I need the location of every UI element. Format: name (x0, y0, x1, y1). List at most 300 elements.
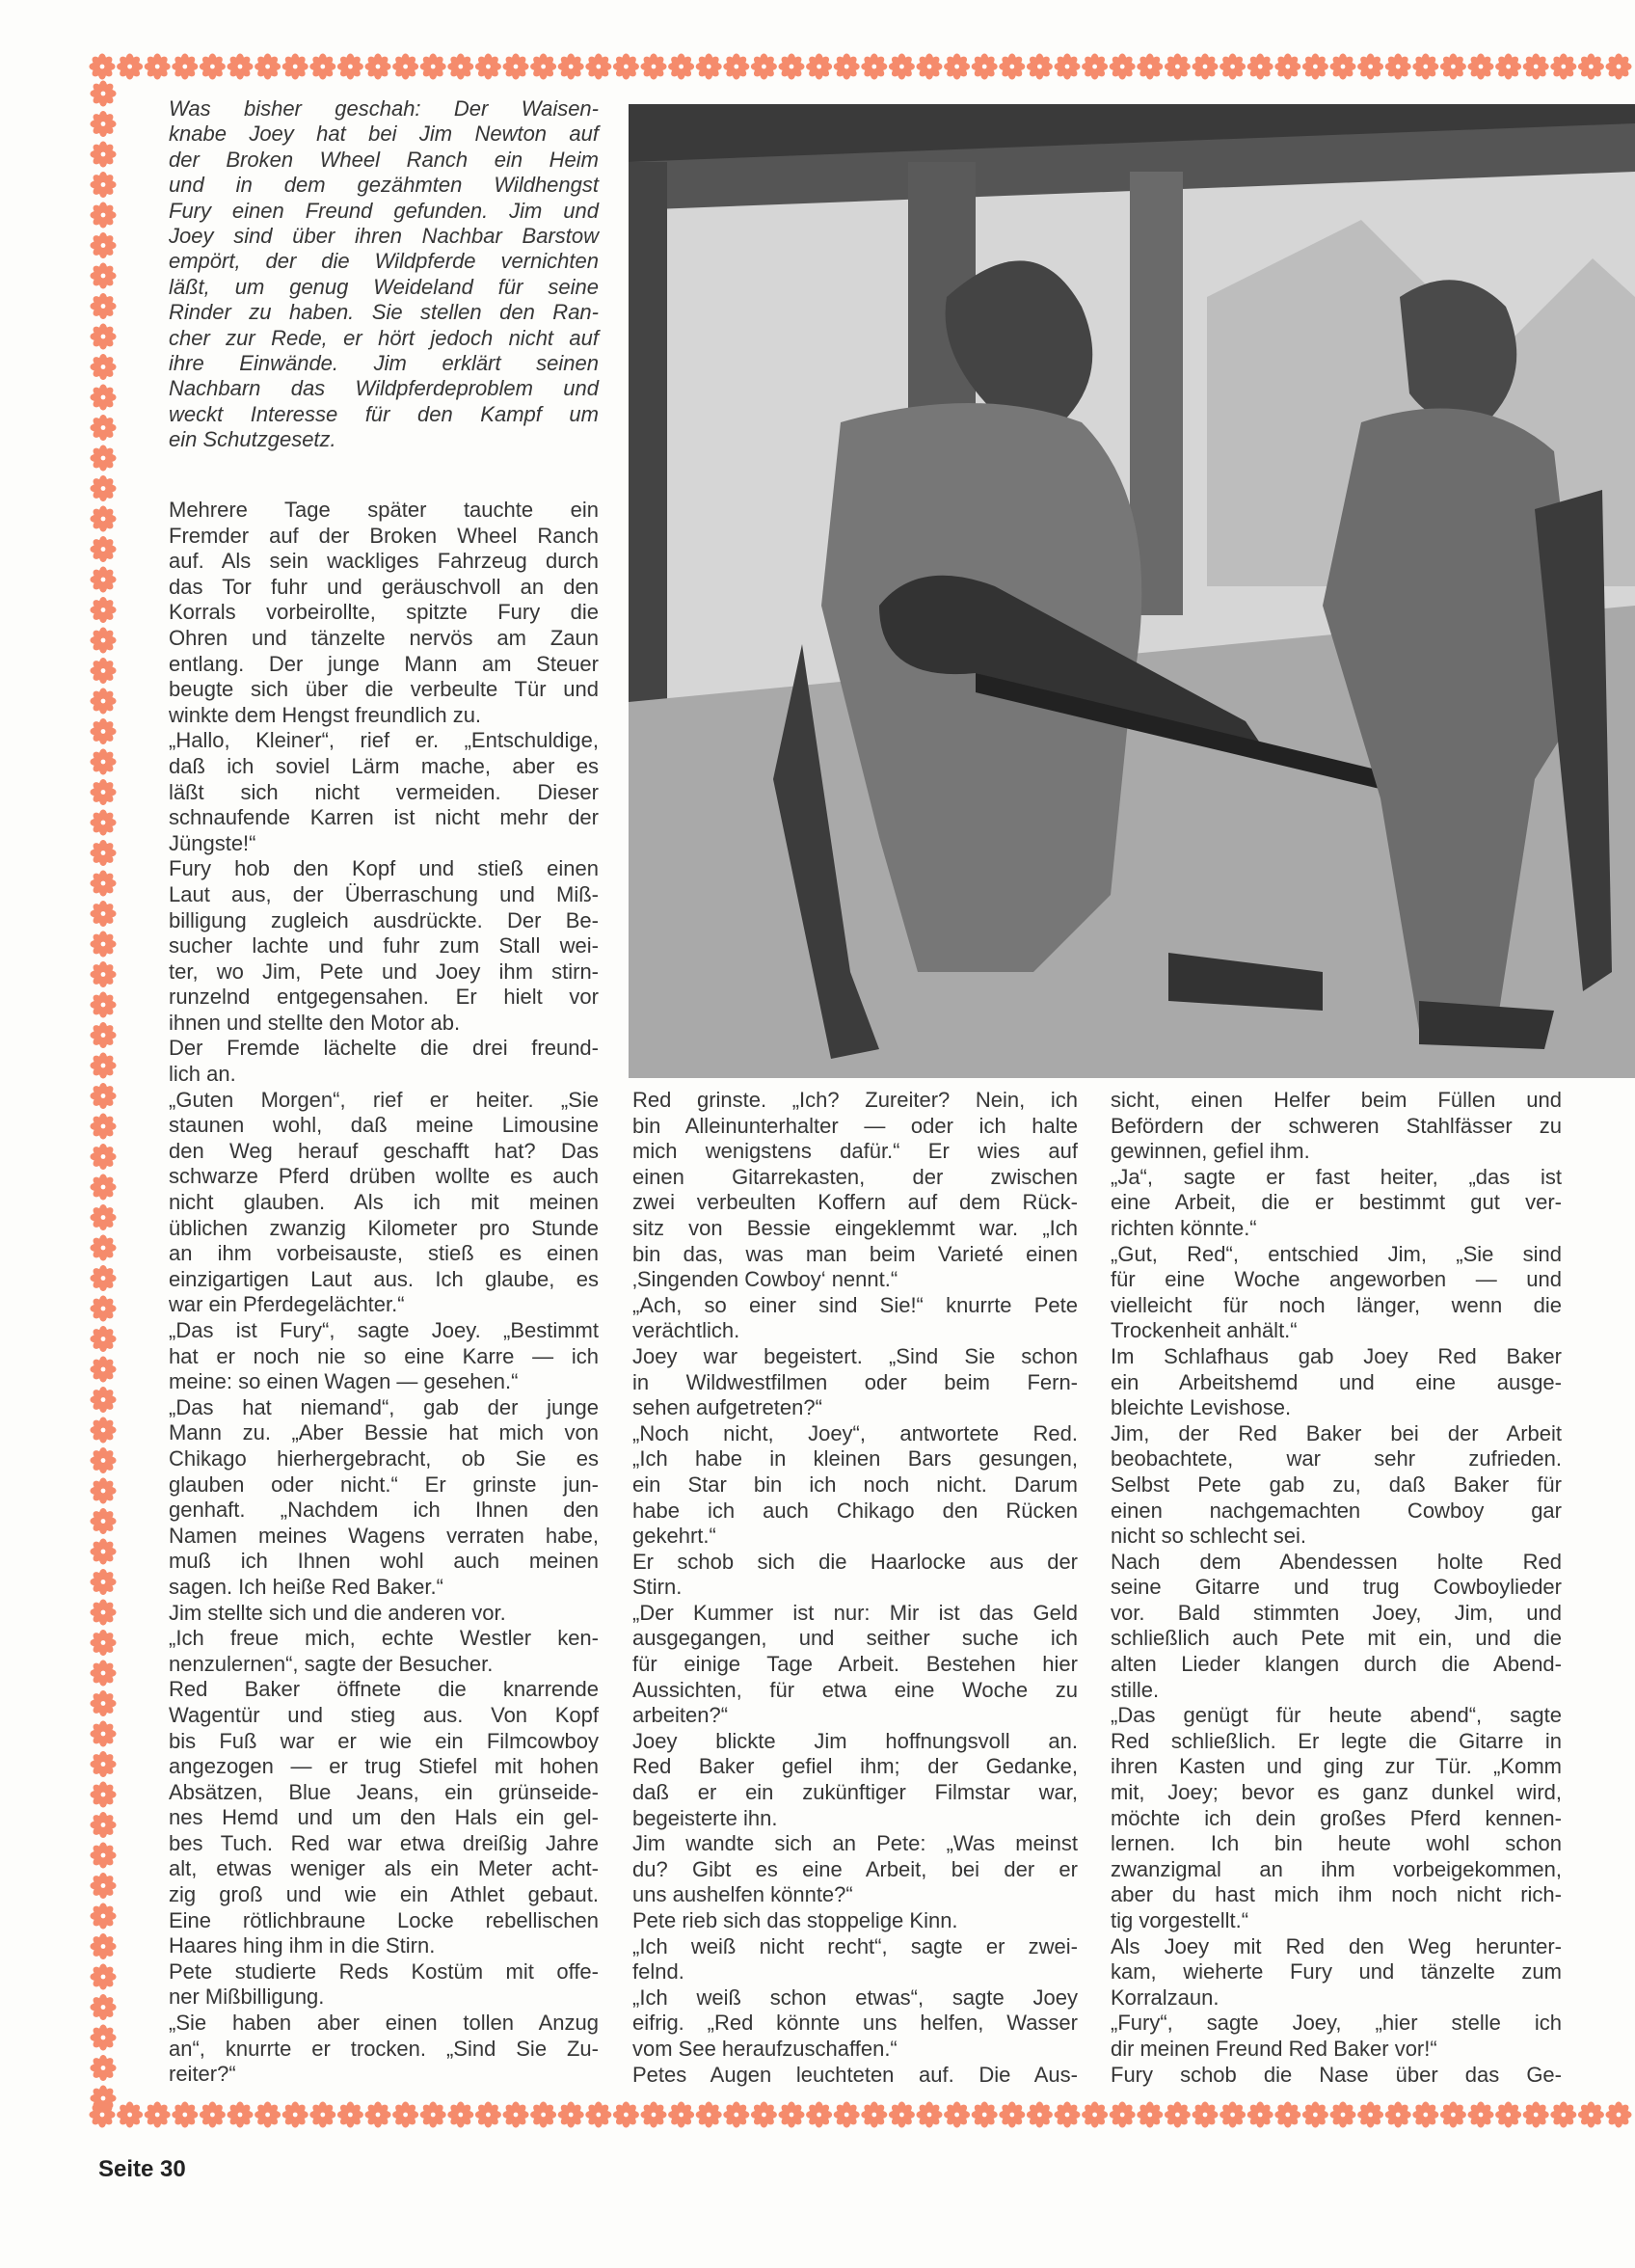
paragraph (169, 1959, 599, 2011)
paragraph (1111, 1934, 1562, 2012)
flower-ornament (530, 2102, 556, 2128)
text-line (1111, 1908, 1562, 1934)
flower-ornament (91, 1114, 117, 1140)
flower-ornament (1468, 2102, 1494, 2128)
text-line-content: Fury hob den Kopf und stieß einen (169, 856, 599, 881)
text-line (1111, 1318, 1562, 1344)
flower-ornament (779, 54, 805, 80)
flower-ornament (668, 54, 694, 80)
flower-ornament (889, 54, 915, 80)
text-line (632, 1267, 1078, 1293)
text-line-content: Fury einen Freund gefunden. Jim und (169, 198, 599, 223)
text-line-content: muß ich Ihnen wohl auch meinen (169, 1549, 599, 1574)
text-line-content: einen nachgemachten Cowboy gar (1111, 1498, 1562, 1523)
text-line-content: sicht, einen Helfer beim Füllen und (1111, 1088, 1562, 1112)
text-line (1111, 1550, 1562, 1576)
text-line (1111, 1114, 1562, 1140)
text-line (169, 1575, 599, 1601)
text-line (632, 1626, 1078, 1652)
flower-ornament (613, 2102, 639, 2128)
text-line (1111, 1344, 1562, 1370)
flower-ornament (91, 385, 117, 411)
text-line-content: Aussichten, für etwa eine Woche zu (632, 1677, 1078, 1702)
text-line (169, 856, 599, 882)
text-line-content: vom See heraufzuschaffen.“ (632, 2036, 898, 2061)
text-line (632, 1216, 1078, 1242)
flower-ornament (475, 2102, 501, 2128)
flower-ornament (1523, 2102, 1549, 2128)
flower-ornament (282, 2102, 308, 2128)
text-line (632, 1395, 1078, 1421)
text-line-content: reiter?“ (169, 2062, 236, 2087)
text-line (169, 1882, 599, 1908)
text-line (169, 1780, 599, 1806)
flower-ornament (392, 2102, 418, 2128)
text-line (632, 1472, 1078, 1498)
flower-ornament (585, 2102, 611, 2128)
flower-ornament (228, 2102, 254, 2128)
text-line (169, 754, 599, 780)
text-line (1111, 1703, 1562, 1729)
flower-ornament (172, 54, 198, 80)
text-line-content: „Gut, Red“, entschied Jim, „Sie sind (1111, 1241, 1562, 1266)
flower-ornament (172, 2102, 198, 2128)
text-line (169, 1703, 599, 1729)
text-line (169, 959, 599, 986)
text-line (169, 780, 599, 806)
text-line-content: nicht glauben. Als ich mit meinen (169, 1190, 599, 1215)
text-line-content: Ohren und tänzelte nervös am Zaun (169, 625, 599, 650)
text-line-content: bes Tuch. Red war etwa dreißig Jahre (169, 1830, 599, 1855)
text-line (1111, 1139, 1562, 1165)
flower-ornament (723, 54, 749, 80)
text-line-content: ‚Singenden Cowboy‘ nennt.“ (632, 1267, 898, 1292)
text-line-content: Haares hing ihm in die Stirn. (169, 1933, 436, 1958)
flower-ornament (1082, 54, 1108, 80)
flower-ornament (91, 81, 117, 107)
text-line (169, 1292, 599, 1318)
text-line-content: „Ich habe in kleinen Bars gesungen, (632, 1446, 1078, 1472)
flower-ornament (530, 54, 556, 80)
flower-ornament (1412, 54, 1438, 80)
flower-ornament (1523, 54, 1549, 80)
text-line (169, 1677, 599, 1703)
text-line (169, 882, 599, 908)
text-line-content: Was bisher geschah: Der Waisen- (169, 96, 599, 121)
text-line-content: „Das genügt für heute abend“, sagte (1111, 1703, 1562, 1728)
text-line-content: glauben oder nicht.“ Er grinste jun- (169, 1472, 599, 1497)
text-line (632, 1421, 1078, 1447)
article-column-2 (632, 1088, 1078, 2088)
text-line (169, 1267, 599, 1293)
text-line-content: Absätzen, Blue Jeans, ein grünseide- (169, 1779, 599, 1804)
flower-ornament (90, 2102, 116, 2128)
text-line (632, 1446, 1078, 1472)
flower-ornament (447, 2102, 473, 2128)
text-line-content: felnd. (632, 1959, 684, 1984)
flower-ornament (1440, 2102, 1466, 2128)
text-line (169, 703, 599, 729)
text-line (169, 1984, 599, 2011)
flower-ornament (1220, 2102, 1246, 2128)
paragraph (632, 1729, 1078, 1831)
text-line (1111, 1831, 1562, 1857)
text-line (1111, 1678, 1562, 1704)
text-line (169, 224, 599, 249)
paragraph (169, 96, 599, 452)
text-line (632, 2063, 1078, 2089)
text-line-content: Selbst Pete gab zu, daß Baker für (1111, 1472, 1562, 1497)
text-line (1111, 1446, 1562, 1472)
text-line-content: „Fury“, sagte Joey, „hier stelle ich (1111, 2011, 1562, 2036)
flower-ornament (91, 961, 117, 987)
flower-ornament (91, 1812, 117, 1838)
text-line (632, 1857, 1078, 1883)
flower-ornament (834, 2102, 860, 2128)
text-line (169, 376, 599, 401)
text-line-content: „Ich freue mich, echte Westler ken- (169, 1626, 599, 1651)
flower-ornament (91, 1630, 117, 1656)
flower-ornament (1027, 2102, 1053, 2128)
flower-ornament (1274, 54, 1300, 80)
text-line-content: „Der Kummer ist nur: Mir ist das Geld (632, 1600, 1078, 1625)
text-line-content: uns aushelfen könnte?“ (632, 1882, 853, 1907)
text-line (169, 1088, 599, 1114)
text-line (632, 1318, 1078, 1344)
text-line (169, 402, 599, 427)
text-line (1111, 1626, 1562, 1652)
text-line (169, 1805, 599, 1831)
text-line (169, 1344, 599, 1370)
flower-ornament (309, 54, 335, 80)
text-line-content: sehen aufgetreten?“ (632, 1395, 822, 1420)
text-line-content: Korralzaun. (1111, 1984, 1220, 2010)
text-line-content: alten Lieder klangen durch die Abend- (1111, 1652, 1562, 1677)
text-line (169, 1549, 599, 1575)
text-line-content: Joey blickte Jim hoffnungsvoll an. (632, 1728, 1078, 1753)
flower-ornament (889, 2102, 915, 2128)
text-line-content: lernen. Ich bin heute wohl schon (1111, 1831, 1562, 1856)
paragraph (632, 1344, 1078, 1421)
text-line-content: der Broken Wheel Ranch ein Heim (169, 147, 599, 172)
flower-ornament (1302, 54, 1328, 80)
flower-ornament (365, 54, 391, 80)
text-line-content: für einige Tage Arbeit. Bestehen hier (632, 1652, 1078, 1677)
paragraph (632, 1601, 1078, 1729)
text-line (169, 600, 599, 626)
text-line-content: „Das hat niemand“, gab der junge (169, 1394, 599, 1419)
flower-ornament (91, 567, 117, 593)
text-line-content: Red grinste. „Ich? Zureiter? Nein, ich (632, 1088, 1078, 1112)
text-line (169, 575, 599, 601)
text-line (632, 2037, 1078, 2063)
flower-ornament (91, 718, 117, 744)
paragraph (169, 856, 599, 1036)
text-line (169, 626, 599, 652)
flower-ornament (91, 1265, 117, 1291)
flower-ornament (91, 871, 117, 897)
paragraph (1111, 1703, 1562, 1933)
text-line (632, 1601, 1078, 1627)
flower-ornament (91, 1721, 117, 1747)
flower-ornament (1247, 2102, 1273, 2128)
flower-ornament (90, 54, 116, 80)
text-line-content: Mehrere Tage später tauchte ein (169, 498, 599, 522)
paragraph (1111, 1421, 1562, 1550)
text-line (169, 1369, 599, 1395)
text-line (1111, 2011, 1562, 2037)
text-line-content: Jim, der Red Baker bei der Arbeit (1111, 1420, 1562, 1445)
text-line-content: bis Fuß war er wie ein Filmcowboy (169, 1728, 599, 1753)
flower-ornament (917, 54, 943, 80)
text-line-content: „Das ist Fury“, sagte Joey. „Bestimmt (169, 1318, 599, 1342)
text-line-content: du? Gibt es eine Arbeit, bei der er (632, 1856, 1078, 1881)
flower-ornament (91, 354, 117, 380)
text-line (632, 1293, 1078, 1319)
paragraph (632, 1934, 1078, 1985)
text-line (169, 427, 599, 452)
text-line-content: empört, der die Wildpferde vernichten (169, 249, 599, 274)
flower-ornament (641, 54, 667, 80)
flower-ornament (972, 54, 998, 80)
text-line (169, 1446, 599, 1472)
text-line (169, 1524, 599, 1550)
paragraph (632, 2063, 1078, 2089)
flower-ornament (91, 1296, 117, 1322)
text-line (169, 1729, 599, 1755)
paragraph (632, 1831, 1078, 1908)
flower-ornament (91, 932, 117, 958)
text-line-content: runzelnd entgegensahen. Er hielt vor (169, 985, 599, 1010)
text-line (1111, 2037, 1562, 2063)
flower-ornament (1193, 54, 1219, 80)
text-line-content: Nachbarn das Wildpferdeproblem und (169, 376, 599, 401)
flower-ornament (91, 475, 117, 501)
text-line (1111, 1857, 1562, 1883)
text-line-content: Befördern der schweren Stahlfässer zu (1111, 1113, 1562, 1138)
flower-ornament (613, 54, 639, 80)
flower-ornament (91, 901, 117, 927)
text-line-content: einzigartigen Laut aus. Ich glaube, es (169, 1266, 599, 1291)
text-line (169, 148, 599, 173)
flower-ornament (91, 446, 117, 472)
text-line-content: angezogen — er trug Stiefel mit hohen (169, 1754, 599, 1779)
text-line (632, 1139, 1078, 1165)
paragraph (1111, 1344, 1562, 1421)
text-line-content: verächtlich. (632, 1318, 740, 1343)
text-line-content: Joey war begeistert. „Sind Sie schon (632, 1343, 1078, 1368)
text-line (632, 1498, 1078, 1525)
text-line (1111, 1165, 1562, 1191)
flower-ornament (91, 1204, 117, 1230)
text-line-content: Fury schob die Nase über das Ge- (1111, 2062, 1562, 2087)
text-line (169, 1420, 599, 1446)
text-line-content: vor. Bald stimmten Joey, Jim, und (1111, 1600, 1562, 1625)
flower-ornament (200, 2102, 226, 2128)
flower-ornament (91, 779, 117, 805)
text-line (169, 249, 599, 274)
text-line (632, 1550, 1078, 1576)
flower-ornament (91, 536, 117, 562)
text-line (169, 524, 599, 550)
text-line-content: an“, knurrte er trocken. „Sind Sie Zu- (169, 2036, 599, 2061)
text-line (169, 985, 599, 1011)
text-line-content: Als Joey mit Red den Weg herunter- (1111, 1933, 1562, 1958)
flower-ornament (91, 1053, 117, 1079)
flower-ornament (1330, 54, 1356, 80)
text-line-content: Jüngste!“ (169, 830, 256, 855)
text-line-content: stille. (1111, 1677, 1160, 1702)
text-line-content: für eine Woche angeworben — und (1111, 1267, 1562, 1292)
flower-ornament (91, 2025, 117, 2051)
flower-ornament (91, 1843, 117, 1869)
text-line (169, 1959, 599, 1985)
text-line-content: cher zur Rede, er hört jedoch nicht auf (169, 325, 599, 350)
text-line (169, 1652, 599, 1678)
flower-ornament (447, 54, 473, 80)
text-line (1111, 1652, 1562, 1678)
text-line-content: tig vorgestellt.“ (1111, 1908, 1249, 1932)
text-line-content: Fremder auf der Broken Wheel Ranch (169, 523, 599, 548)
text-line (1111, 1190, 1562, 1216)
text-line-content: „Ich weiß nicht recht“, sagte er zwei- (632, 1933, 1078, 1958)
flower-ornament (200, 54, 226, 80)
text-line-content: daß er ein zukünftiger Filmstar war, (632, 1780, 1078, 1805)
flower-ornament (861, 54, 887, 80)
text-line-content: ausgegangen, und seither suche ich (632, 1626, 1078, 1651)
text-line (1111, 1806, 1562, 1832)
text-line-content: ein Arbeitshemd und eine ausge- (1111, 1369, 1562, 1394)
text-line (1111, 1754, 1562, 1780)
text-line (169, 275, 599, 300)
flower-ornament (1330, 2102, 1356, 2128)
text-line-content: Pete studierte Reds Kostüm mit offe- (169, 1958, 599, 1984)
text-line (1111, 1293, 1562, 1319)
flower-ornament (255, 2102, 281, 2128)
illustration-men-with-guitar (629, 104, 1635, 1078)
text-line-content: Eine rötlichbraune Locke rebellischen (169, 1907, 599, 1932)
text-line (169, 728, 599, 754)
flower-ornament (91, 597, 117, 623)
flower-ornament (1495, 2102, 1521, 2128)
text-line-content: eine Arbeit, die er bestimmt gut ver- (1111, 1190, 1562, 1215)
paragraph (632, 1293, 1078, 1344)
paragraph (1111, 1550, 1562, 1704)
text-line (632, 1678, 1078, 1704)
text-line-content: üblichen zwanzig Kilometer pro Stunde (169, 1215, 599, 1240)
text-line (632, 1754, 1078, 1780)
flower-ornament (91, 1357, 117, 1383)
text-line-content: an ihm vorbeisauste, stieß es einen (169, 1241, 599, 1266)
text-line (169, 351, 599, 376)
text-line-content: läßt, um genug Weideland für seine (169, 274, 599, 299)
text-line (169, 2037, 599, 2063)
flower-ornament (1468, 54, 1494, 80)
text-line-content: bin das, was man beim Varieté einen (632, 1241, 1078, 1266)
text-line (169, 1626, 599, 1652)
flower-ornament (91, 1600, 117, 1626)
text-line-content: beugte sich über die verbeulte Tür und (169, 677, 599, 702)
text-line (632, 1703, 1078, 1729)
text-line-content: Korrals vorbeirollte, spitzte Fury die (169, 600, 599, 625)
flower-ornament (91, 1994, 117, 2020)
text-line-content: seine Gitarre und trug Cowboylieder (1111, 1575, 1562, 1600)
text-line (169, 1113, 599, 1139)
flower-ornament (91, 415, 117, 441)
flower-ornament (1137, 54, 1163, 80)
flower-ornament (91, 1569, 117, 1595)
paragraph (169, 1626, 599, 1677)
text-line-content: genhaft. „Nachdem ich Ihnen den (169, 1498, 599, 1523)
flower-ornament (1055, 54, 1081, 80)
paragraph (1111, 1242, 1562, 1344)
text-line-content: „Hallo, Kleiner“, rief er. „Entschuldige, (169, 728, 599, 753)
flower-ornament (1165, 2102, 1191, 2128)
text-line-content: beobachtete, war sehr zufrieden. (1111, 1446, 1562, 1472)
flower-ornament (91, 628, 117, 654)
text-line-content: nicht so schlecht sei. (1111, 1524, 1306, 1549)
paragraph (169, 1677, 599, 1959)
flower-ornament (91, 1447, 117, 1473)
flower-ornament (1165, 54, 1191, 80)
flower-ornament (91, 142, 117, 168)
text-line (169, 1139, 599, 1165)
flower-ornament (1274, 2102, 1300, 2128)
paragraph (632, 1421, 1078, 1550)
text-line (169, 2062, 599, 2088)
text-line-content: nes Hemd und um den Hals ein gel- (169, 1805, 599, 1830)
text-line-content: Trockenheit anhält.“ (1111, 1318, 1298, 1343)
text-line-content: ihnen und stellte den Motor ab. (169, 1010, 461, 1035)
text-line-content: Jim wandte sich an Pete: „Was meinst (632, 1831, 1078, 1856)
text-line-content: weckt Interesse für den Kampf um (169, 401, 599, 426)
text-line (169, 1318, 599, 1344)
text-line-content: das Tor fuhr und geräuschvoll an den (169, 574, 599, 599)
text-line-content: knabe Joey hat bei Jim Newton auf (169, 122, 599, 147)
paragraph (169, 1088, 599, 1318)
text-line-content: hat er noch nie so eine Karre — ich (169, 1343, 599, 1368)
text-line (169, 908, 599, 934)
text-line-content: richten könnte.“ (1111, 1215, 1257, 1240)
flower-ornament (1550, 54, 1576, 80)
text-line (632, 1652, 1078, 1678)
text-line (1111, 2063, 1562, 2089)
paragraph (1111, 1088, 1562, 1165)
flower-ornament (91, 1083, 117, 1109)
flower-ornament (944, 2102, 970, 2128)
flower-ornament (503, 2102, 529, 2128)
text-line (169, 1908, 599, 1934)
text-line (632, 1806, 1078, 1832)
text-line (632, 1908, 1078, 1934)
flower-ornament (91, 658, 117, 684)
text-line (169, 1831, 599, 1857)
paragraph (169, 498, 599, 728)
text-line (169, 1216, 599, 1242)
flower-ornament (145, 54, 171, 80)
paragraph (169, 728, 599, 856)
bottom-flower-border (90, 2102, 1632, 2128)
flower-ornament (558, 54, 584, 80)
text-line (1111, 1421, 1562, 1447)
text-line-content: vielleicht für noch länger, wenn die (1111, 1292, 1562, 1317)
text-line (169, 1190, 599, 1216)
text-line (1111, 1498, 1562, 1525)
text-line (632, 1165, 1078, 1191)
text-line-content: ein Schutzgesetz. (169, 427, 336, 452)
paragraph (632, 1908, 1078, 1934)
text-line (169, 96, 599, 122)
